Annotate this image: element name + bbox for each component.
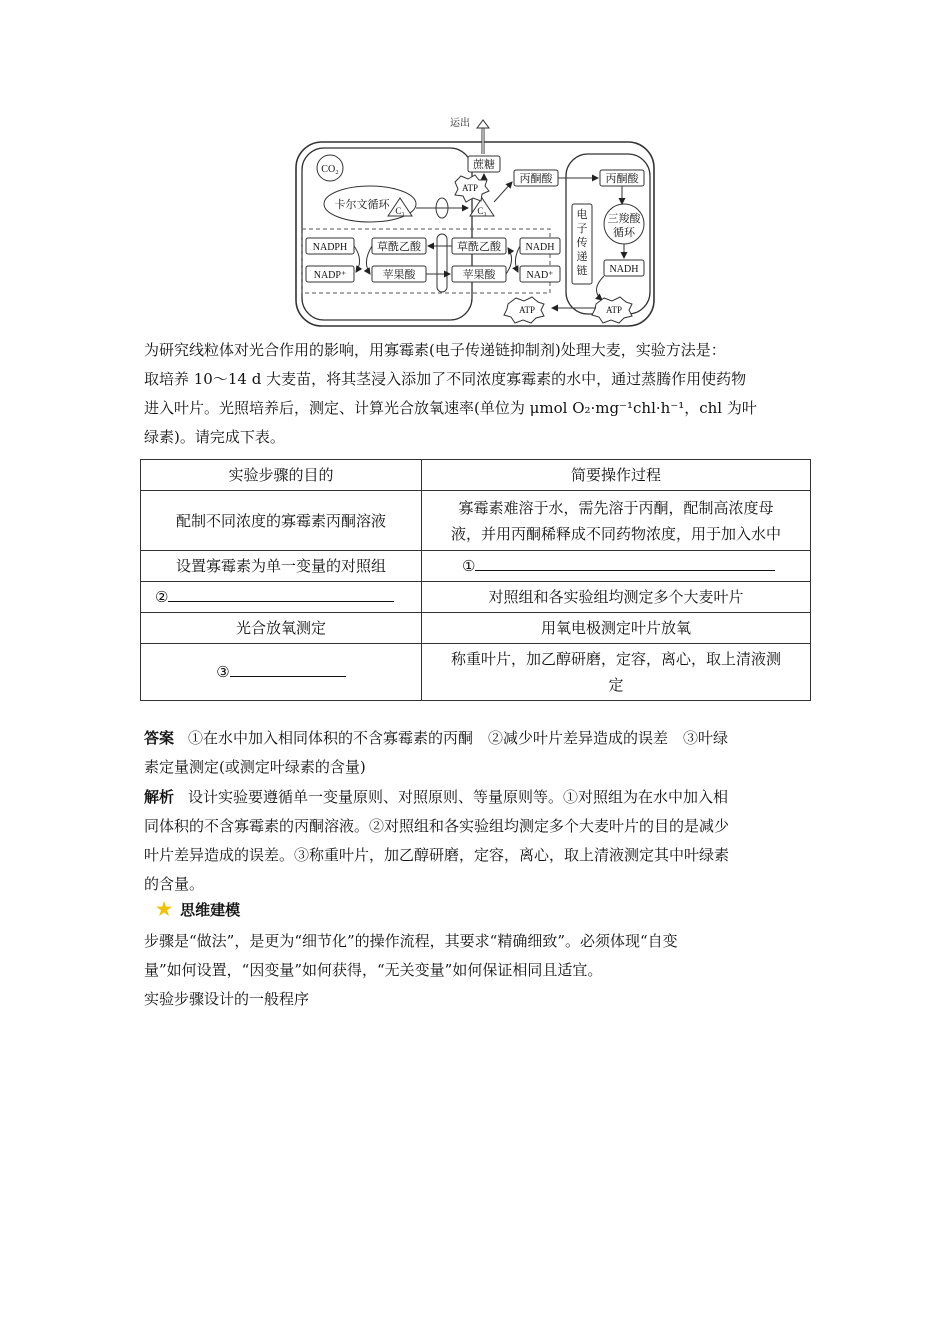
- star-icon: ★: [156, 899, 173, 920]
- header-cell: 简要操作过程: [422, 460, 811, 491]
- answer-text: 素定量测定(或测定叶绿素的含量): [144, 758, 366, 776]
- co2-label: CO₂: [321, 164, 339, 175]
- membrane-channel: [437, 234, 447, 292]
- answer-label: 答案: [144, 729, 175, 747]
- c3-right: C₃: [477, 206, 487, 216]
- metabolism-diagram: [290, 112, 660, 330]
- etc-label: 电子传递链: [576, 209, 588, 277]
- atp-right-label: ATP: [605, 305, 623, 315]
- blank-number: ②: [155, 588, 169, 606]
- experiment-table: [140, 459, 811, 701]
- cell-line: 寡霉素难溶于水，需先溶于丙酮，配制高浓度母: [458, 498, 774, 517]
- intro-line: 取培养 10～14 d 大麦苗，将其茎浸入添加了不同浓度寡霉素的水中，通过蒸腾作用使药物: [144, 370, 747, 388]
- table-row: [141, 491, 811, 551]
- table-cell: [141, 582, 422, 613]
- pyruvate-right-label: 丙酮酸: [605, 173, 639, 185]
- analysis-block: [144, 783, 808, 899]
- nadp-label: NADP⁺: [313, 270, 347, 281]
- table-cell: [422, 551, 811, 582]
- oxaloacetate-left-label: 草酰乙酸: [377, 241, 421, 253]
- pyruvate-left-label: 丙酮酸: [519, 173, 553, 185]
- analysis-text: 设计实验要遵循单一变量原则、对照原则、等量原则等。①对照组为在水中加入相: [188, 788, 729, 806]
- atp-top-label: ATP: [461, 183, 479, 193]
- analysis-text: 叶片差异造成的误差。③称重叶片，加乙醇研磨，定容，离心，取上清液测定其中叶绿素: [144, 846, 730, 864]
- analysis-text: 同体积的不含寡霉素的丙酮溶液。②对照组和各实验组均测定多个大麦叶片的目的是减少: [144, 817, 730, 835]
- table-cell: 用氧电极测定叶片放氧: [422, 613, 811, 644]
- answer-text: ①在水中加入相同体积的不含寡霉素的丙酮 ②减少叶片差异造成的误差 ③叶绿: [188, 729, 729, 747]
- nadh-label: NADH: [525, 242, 555, 253]
- table-row: [141, 551, 811, 582]
- intro-line: 进入叶片。光照培养后，测定、计算光合放氧速率(单位为 μmol O₂·mg⁻¹chl·h⁻¹，chl 为叶: [144, 399, 757, 417]
- nadph-label: NADPH: [312, 242, 348, 253]
- answer-blank[interactable]: [230, 660, 346, 677]
- intro-line: 为研究线粒体对光合作用的影响，用寡霉素(电子传递链抑制剂)处理大麦，实验方法是：: [144, 341, 726, 359]
- blank-number: ①: [462, 557, 476, 575]
- modeling-text: 步骤是“做法”，是更为“细节化”的操作流程，其要求“精确细致”。必须体现“自变: [144, 932, 678, 950]
- table-cell: 光合放氧测定: [141, 613, 422, 644]
- nadh-mito-label: NADH: [609, 264, 639, 275]
- section-heading: [156, 899, 240, 920]
- atp-left-label: ATP: [518, 305, 536, 315]
- oxaloacetate-right-label: 草酰乙酸: [457, 241, 501, 253]
- table-cell: [422, 644, 811, 701]
- cell-line: 称重叶片，加乙醇研磨，定容，离心，取上清液测: [450, 650, 781, 668]
- table-cell: 设置寡霉素为单一变量的对照组: [141, 551, 422, 582]
- table-cell: 配制不同浓度的寡霉素丙酮溶液: [141, 491, 422, 551]
- malate-left-label: 苹果酸: [382, 269, 416, 281]
- sucrose-label: 蔗糖: [473, 159, 495, 171]
- malate-right-label: 苹果酸: [462, 269, 496, 281]
- analysis-label: 解析: [144, 788, 175, 806]
- table-row: [141, 644, 811, 701]
- answer-blank[interactable]: [168, 585, 394, 602]
- table-header-row: [141, 460, 811, 491]
- intro-line: 绿素)。请完成下表。: [144, 428, 285, 446]
- header-cell: 实验步骤的目的: [141, 460, 422, 491]
- export-label: 运出: [450, 118, 470, 129]
- blank-number: ③: [216, 663, 230, 681]
- c3-left: C₃: [395, 206, 405, 216]
- analysis-text: 的含量。: [144, 875, 205, 893]
- cell-line: 定: [608, 676, 624, 694]
- table-cell: [141, 644, 422, 701]
- answer-block: [144, 724, 808, 782]
- table-cell: [422, 491, 811, 551]
- modeling-text: 量”如何设置，“因变量”如何获得，“无关变量”如何保证相同且适宜。: [144, 961, 603, 979]
- calvin-label: 卡尔文循环: [334, 199, 390, 211]
- modeling-text: 实验步骤设计的一般程序: [144, 990, 310, 1008]
- answer-blank[interactable]: [475, 554, 775, 571]
- intro-paragraph: [144, 336, 808, 452]
- table-row: [141, 582, 811, 613]
- modeling-block: [144, 927, 808, 1014]
- section-title: 思维建模: [180, 901, 241, 919]
- cell-line: 液，并用丙酮稀释成不同药物浓度，用于加入水中: [450, 524, 781, 543]
- tca-label-1: 三羧酸: [607, 213, 641, 225]
- tca-label-2: 循环: [613, 227, 635, 239]
- table-cell: 对照组和各实验组均测定多个大麦叶片: [422, 582, 811, 613]
- table-row: [141, 613, 811, 644]
- nad-label: NAD⁺: [526, 270, 554, 281]
